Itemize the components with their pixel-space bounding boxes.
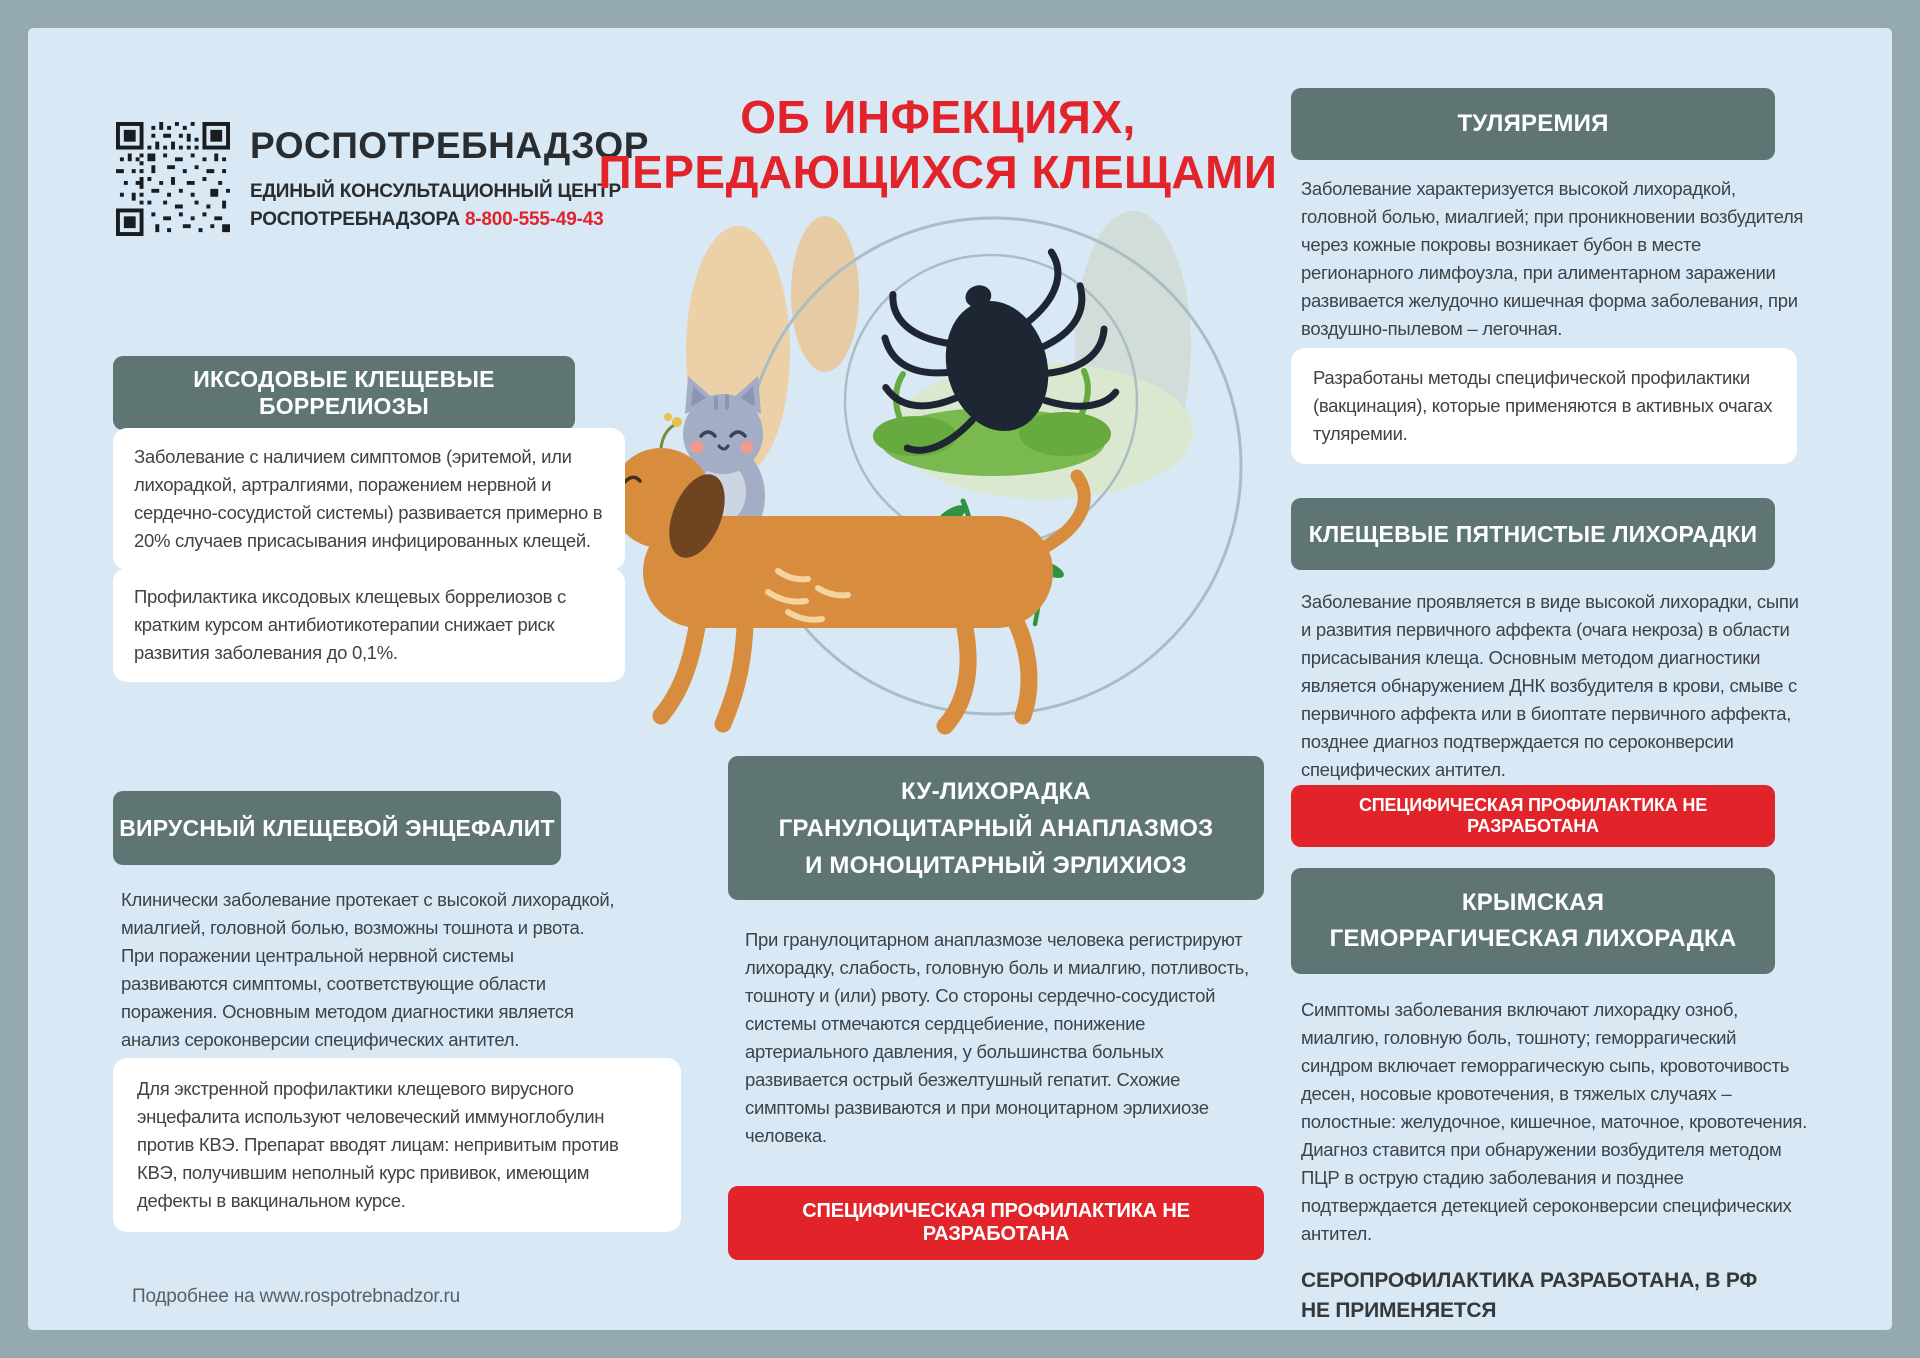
qr-code-icon bbox=[116, 122, 230, 236]
borrelioses-info-text: Заболевание с наличием симптомов (эритемой, или лихорадкой, артралгиями, поражением нервной и сердечно-сосудистой системы) развивается примерно в 20% случаев присасывания инфицированных клещей. bbox=[134, 446, 603, 551]
encephalitis-prevention-text: Для экстренной профилактики клещевого вирусного энцефалита используют человеческий иммуноглобулин против КВЭ. Препарат вводят лицам: непривитым против КВЭ, получившим неполный курс прививок, имеющим дефекты в вакцинальном курсе. bbox=[137, 1078, 619, 1211]
poster-background bbox=[28, 28, 1892, 1330]
footer-more-info: Подробнее на www.rospotrebnadzor.ru bbox=[132, 1286, 461, 1307]
crimean-heading-line2: ГЕМОРРАГИЧЕСКАЯ ЛИХОРАДКА bbox=[1329, 925, 1737, 952]
tularemia-prevention-text: Разработаны методы специфической профилактики (вакцинация), которые применяются в активных очагах туляремии. bbox=[1313, 367, 1773, 444]
section-heading-crimean bbox=[1291, 868, 1775, 974]
spotted-fevers-no-prophylaxis-banner bbox=[1291, 785, 1775, 847]
crimean-heading-line1: КРЫМСКАЯ bbox=[1461, 889, 1605, 916]
tularemia-heading-label: ТУЛЯРЕМИЯ bbox=[1457, 110, 1609, 137]
tree-silhouette-tan-small bbox=[791, 216, 859, 372]
borrelioses-prevention-text: Профилактика иксодовых клещевых боррелиозов с кратким курсом антибиотикотерапии снижает риск развития заболевания до 0,1%. bbox=[134, 586, 566, 663]
qfever-heading-line1: КУ-ЛИХОРАДКА bbox=[901, 777, 1091, 805]
section-heading-qfever bbox=[728, 756, 1264, 900]
encephalitis-body: Клинически заболевание протекает с высокой лихорадкой, миалгией, головной болью, возможны тошнота и рвота. При поражении центральной нервной системы развиваются симптомы, соответствующие области поражения. Основным методом диагностики является анализ сероконверсии специфических антител. bbox=[121, 889, 615, 1050]
section-heading-encephalitis-label: ВИРУСНЫЙ КЛЕЩЕВОЙ ЭНЦЕФАЛИТ bbox=[119, 814, 555, 841]
crimean-seroprophylaxis-note bbox=[1301, 1266, 1801, 1326]
qfever-heading-line2: ГРАНУЛОЦИТАРНЫЙ АНАПЛАЗМОЗ bbox=[778, 814, 1214, 842]
crimean-note-line2: НЕ ПРИМЕНЯЕТСЯ bbox=[1301, 1299, 1497, 1322]
qfever-no-prophylaxis-banner bbox=[728, 1186, 1264, 1260]
spotted-fevers-body: Заболевание проявляется в виде высокой лихорадки, сыпи и развития первичного аффекта (очага некроза) в области присасывания клеща. Основным методом диагностики является обнаружением ДНК возбудителя в крови, смыве с первичного аффекта или в биоптате первичного аффекта, позднее диагноз подтверждается по сероконверсии специфических антител. bbox=[1301, 591, 1799, 780]
borrelioses-prevention-card bbox=[113, 568, 625, 682]
spotted-fevers-banner-text: СПЕЦИФИЧЕСКАЯ ПРОФИЛАКТИКА НЕ РАЗРАБОТАНА bbox=[1358, 795, 1708, 836]
tularemia-prevention-card bbox=[1291, 348, 1797, 464]
hotline-phone: 8-800-555-49-43 bbox=[464, 209, 604, 230]
tularemia-body: Заболевание характеризуется высокой лихорадкой, головной болью, миалгией; при проникновении возбудителя через кожные покровы возникает бубон в месте регионарного лимфоузла, при алиментарном заражении развивается желудочно кишечная форма заболевания, при воздушно-пылевом – легочная. bbox=[1301, 178, 1804, 339]
org-subtitle-line2 bbox=[250, 209, 603, 231]
org-name: РОСПОТРЕБНАДЗОР bbox=[250, 125, 649, 166]
spotted-fevers-heading-label: КЛЕЩЕВЫЕ ПЯТНИСТЫЕ ЛИХОРАДКИ bbox=[1308, 520, 1758, 547]
org-subtitle-line1: ЕДИНЫЙ КОНСУЛЬТАЦИОННЫЙ ЦЕНТР bbox=[250, 181, 622, 202]
page-title-line1: ОБ ИНФЕКЦИЯХ, bbox=[740, 91, 1136, 143]
qfever-banner-text: СПЕЦИФИЧЕСКАЯ ПРОФИЛАКТИКА НЕ РАЗРАБОТАНА bbox=[802, 1200, 1190, 1245]
section-heading-tularemia bbox=[1291, 88, 1775, 160]
borrelioses-info-card bbox=[113, 428, 625, 570]
section-heading-borrelioses-label: ИКСОДОВЫЕ КЛЕЩЕВЫЕ БОРРЕЛИОЗЫ bbox=[193, 366, 495, 419]
crimean-body: Симптомы заболевания включают лихорадку озноб, миалгию, головную боль, тошноту; геморрагический синдром включает геморрагическую сыпь, кровоточивость десен, носовые кровотечения, в тяжелых случаях – полостные: желудочное, кишечное, маточное, кровотечения. Диагноз ставится при обнаружении возбудителя методом ПЦР в острую стадию заболевания и позднее подтверждается детекцией сероконверсии специфических антител. bbox=[1301, 999, 1807, 1244]
section-heading-borrelioses bbox=[113, 356, 575, 430]
tick-scene-illustration bbox=[573, 176, 1343, 776]
section-heading-encephalitis bbox=[113, 791, 561, 865]
page-title-line2: ПЕРЕДАЮЩИХСЯ КЛЕЩАМИ bbox=[598, 146, 1278, 198]
qfever-body: При гранулоцитарном анаплазмозе человека регистрируют лихорадку, слабость, головную боль и миалгию, потливость, тошноту и (или) рвоту. Со стороны сердечно-сосудистой системы отмечаются сердцебиение, понижение артериального давления, у большинства больных развивается острый безжелтушный гепатит. Схожие симптомы развиваются и при моноцитарном эрлихиозе человека. bbox=[745, 929, 1249, 1146]
org-subtitle-text: РОСПОТРЕБНАДЗОРА bbox=[250, 209, 460, 230]
crimean-note-line1: СЕРОПРОФИЛАКТИКА РАЗРАБОТАНА, В РФ bbox=[1301, 1269, 1758, 1292]
encephalitis-prevention-card bbox=[113, 1058, 681, 1232]
section-heading-spotted-fevers bbox=[1291, 498, 1775, 570]
qfever-heading-line3: И МОНОЦИТАРНЫЙ ЭРЛИХИОЗ bbox=[805, 851, 1187, 879]
